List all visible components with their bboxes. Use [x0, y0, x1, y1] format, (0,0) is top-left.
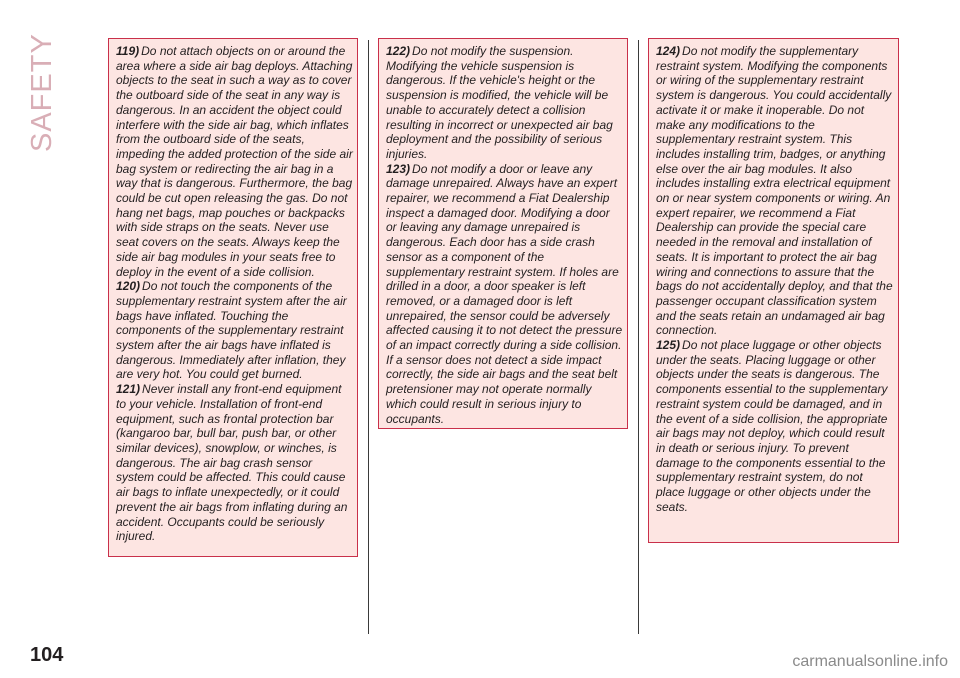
warning-box-col2 — [378, 38, 628, 429]
warning-number: 119) — [116, 44, 140, 58]
warning-text: Do not place luggage or other objects under the seats. Placing luggage or other objects under the seats is dangerous. The components essential to the supplementary restraint system could be damaged, and in the event of a side collision, the appropriate air bags may not deploy, which could result in death or serious injury. To prevent damage to the components essential to the supplementary restraint system, do not place luggage or other objects under the seats. — [656, 338, 888, 514]
warning-text: Do not modify the supplementary restraint system. Modifying the components or wiring of the supplementary restraint system is dangerous. You could accidentally activate it or make it inoperable. Do not make any modifications to the supplementary restraint system. This includes installing trim, badges, or anything else over the air bag modules. It also includes installing extra electrical equipment on or near system components or wiring. An expert repairer, we recommend a Fiat Dealership can provide the special care needed in the removal and installation of seats. It is important to protect the air bag wiring and connections to assure that the bags do not accidentally deploy, and that the passenger occupant classification system and the seats retain an undamaged air bag connection. — [656, 44, 893, 338]
warning-number: 120) — [116, 279, 141, 294]
warning-item — [656, 44, 894, 338]
warning-number: 125) — [656, 338, 681, 353]
warning-number: 123) — [386, 161, 411, 176]
warning-item — [116, 382, 353, 544]
warning-text: Do not touch the components of the supplementary restraint system after the air bags have inflated. Touching the components of the supplementary restraint system after the air bags have inflated is dangerous. Immediately after inflation, they are very hot. You could get burned. — [116, 279, 347, 382]
section-label: SAFETY — [26, 33, 58, 152]
warning-item — [656, 338, 894, 514]
warning-text: Do not attach objects on or around the area where a side air bag deploys. Attaching objects to the seat in such a way as to cover the outboard side of the seat in any way is dangerous. In an accident the object could interfere with the side air bag, which inflates from the outboard side of the seats, impeding the added protection of the side air bag system or redirecting the air bag in a way that is dangerous. Furthermore, the bag could be cut open releasing the gas. Do not hang net bags, map pouches or backpacks with side straps on the seats. Never use seat covers on the seats. Always keep the side air bag modules in your seats free to deploy in the event of a side collision. — [116, 44, 353, 279]
warning-item — [116, 279, 353, 382]
column-divider-2 — [638, 40, 639, 634]
warning-item — [116, 44, 353, 279]
watermark: carmanualsonline.info — [792, 653, 948, 670]
warning-text: Do not modify the suspension. Modifying the vehicle suspension is dangerous. If the vehicle's height or the suspension is modified, the vehicle will be unable to accurately detect a collision resulting in incorrect or unexpected air bag deployment and the possibility of serious injuries. — [386, 44, 613, 161]
warning-box-col3 — [648, 38, 899, 543]
column-divider-1 — [368, 40, 369, 634]
warning-text: Never install any front-end equipment to your vehicle. Installation of front-end equipment, such as frontal protection bar (kangaroo bar, bull bar, push bar, or other similar devices), snowplow, or winches, is dangerous. The air bag crash sensor system could be affected. This could cause air bags to inflate unexpectedly, or it could prevent the air bags from inflating during an accident. Occupants could be seriously injured. — [116, 382, 348, 544]
warning-number: 124) — [656, 44, 681, 58]
warning-number: 121) — [116, 382, 141, 397]
page-number: 104 — [30, 644, 64, 666]
warning-item — [386, 44, 623, 162]
warning-item — [386, 162, 623, 427]
warning-number: 122) — [386, 44, 411, 58]
warning-text: Do not modify a door or leave any damage unrepaired. Always have an expert repairer, we recommend a Fiat Dealership inspect a damaged door. Modifying a door or leaving any damage unrepaired is dangerous. Each door has a side crash sensor as a component of the supplementary restraint system. If holes are drilled in a door, a door speaker is left removed, or a damaged door is left unrepaired, the sensor could be adversely affected causing it to not detect the pressure of an impact correctly during a side collision. If a sensor does not detect a side impact correctly, the side air bags and the seat belt pretensioner may not operate normally which could result in serious injury to occupants. — [386, 161, 623, 426]
warning-box-col1 — [108, 38, 358, 557]
